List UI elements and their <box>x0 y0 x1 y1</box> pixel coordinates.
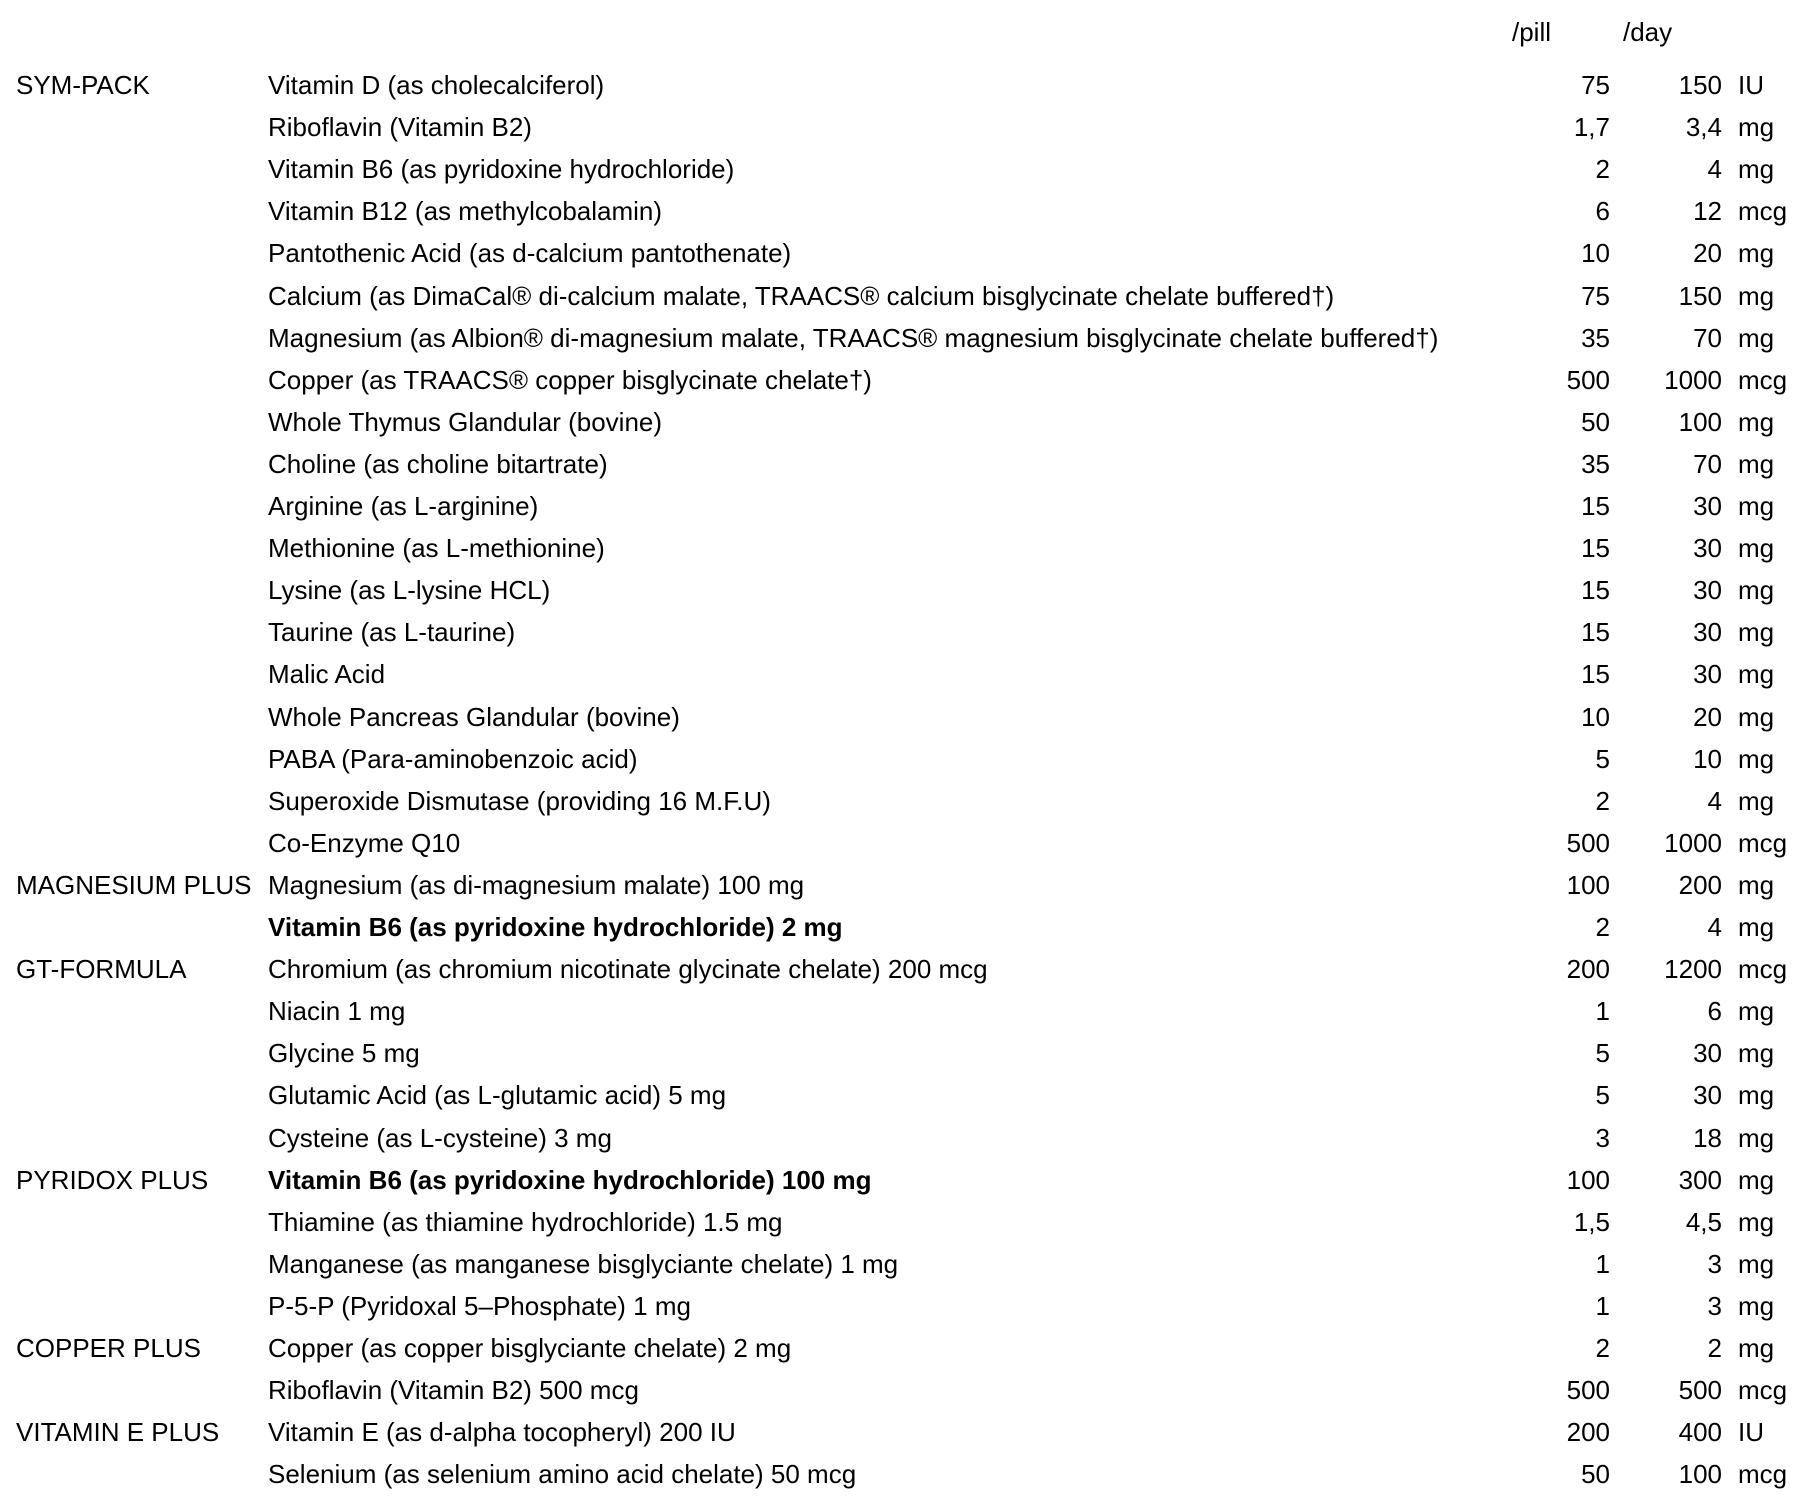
unit: mg <box>1738 112 1775 143</box>
product-name: SYM-PACK <box>16 70 150 100</box>
unit: mcg <box>1738 196 1788 227</box>
table-row <box>0 359 1796 401</box>
product-name <box>16 696 266 738</box>
unit: mg <box>1738 743 1775 774</box>
per-day-amount: 4,5 <box>1685 1206 1722 1237</box>
ingredient-name: Whole Thymus Glandular (bovine) <box>268 406 663 437</box>
table-row <box>0 148 1796 190</box>
unit: mg <box>1738 869 1775 900</box>
unit: mg <box>1738 1206 1775 1237</box>
table-row <box>0 822 1796 864</box>
unit: mg <box>1738 701 1775 732</box>
table-row <box>0 485 1796 527</box>
ingredient-name: Vitamin B6 (as pyridoxine hydrochloride) <box>268 154 735 185</box>
table-row <box>0 1117 1796 1159</box>
unit: IU <box>1738 1417 1764 1448</box>
per-pill-amount: 2 <box>1595 912 1610 942</box>
per-day-amount: 1200 <box>1664 954 1722 985</box>
table-row <box>0 1327 1796 1369</box>
per-pill-amount: 15 <box>1581 491 1610 521</box>
per-day-amount: 100 <box>1678 1459 1722 1490</box>
per-pill-amount: 1 <box>1595 1248 1610 1279</box>
per-pill-amount: 35 <box>1581 448 1610 479</box>
unit: mg <box>1738 1038 1775 1069</box>
unit: mg <box>1738 575 1775 606</box>
unit: mg <box>1738 322 1775 353</box>
table-row <box>0 317 1796 359</box>
unit: mg <box>1738 448 1775 479</box>
per-pill-amount: 75 <box>1581 70 1610 100</box>
product-name <box>16 527 266 569</box>
table-row <box>0 1201 1796 1243</box>
unit: mg <box>1738 280 1775 311</box>
ingredient-name: Manganese (as manganese bisglyciante chelate) 1 mg <box>268 1248 899 1279</box>
per-pill-amount: 100 <box>1566 869 1610 900</box>
per-pill-amount: 500 <box>1566 827 1610 858</box>
table-row <box>0 696 1796 738</box>
per-day-amount: 3 <box>1707 1248 1722 1279</box>
per-pill-header: /pill <box>1512 17 1552 47</box>
per-day-amount: 4 <box>1707 785 1722 816</box>
per-pill-amount: 200 <box>1566 1417 1610 1448</box>
per-pill-amount: 50 <box>1581 406 1610 437</box>
ingredient-name: Magnesium (as di-magnesium malate) 100 mg <box>268 869 805 900</box>
ingredient-name: Chromium (as chromium nicotinate glycinate chelate) 200 mcg <box>268 954 988 985</box>
table-row <box>0 1074 1796 1116</box>
table-row <box>0 1159 1796 1201</box>
product-name <box>16 359 266 401</box>
product-name <box>16 1453 266 1495</box>
per-day-amount: 1000 <box>1664 827 1722 858</box>
unit: mg <box>1738 1290 1775 1321</box>
product-name <box>16 780 266 822</box>
table-row <box>0 948 1796 990</box>
per-pill-amount: 2 <box>1595 785 1610 816</box>
unit: mg <box>1738 238 1775 269</box>
unit: mcg <box>1738 1375 1788 1406</box>
per-day-amount: 30 <box>1693 659 1722 690</box>
table-row <box>0 864 1796 906</box>
per-day-amount: 18 <box>1693 1122 1722 1153</box>
product-name <box>16 738 266 780</box>
ingredient-name: Vitamin B6 (as pyridoxine hydrochloride) 2 mg <box>268 912 843 942</box>
product-name <box>16 1369 266 1411</box>
table-row <box>0 569 1796 611</box>
product-name <box>16 569 266 611</box>
per-pill-amount: 200 <box>1566 954 1610 985</box>
per-pill-amount: 15 <box>1581 659 1610 690</box>
ingredient-name: Thiamine (as thiamine hydrochloride) 1.5 mg <box>268 1206 783 1237</box>
per-day-amount: 30 <box>1693 1038 1722 1069</box>
per-pill-amount: 2 <box>1595 1333 1610 1363</box>
per-day-amount: 30 <box>1693 1080 1722 1111</box>
product-name <box>16 1201 266 1243</box>
per-day-amount: 20 <box>1693 701 1722 732</box>
per-day-amount: 6 <box>1707 996 1722 1027</box>
table-row <box>0 738 1796 780</box>
unit: mg <box>1738 912 1775 942</box>
ingredient-name: Vitamin B12 (as methylcobalamin) <box>268 196 663 227</box>
ingredient-name: Riboflavin (Vitamin B2) <box>268 112 532 143</box>
per-day-amount: 30 <box>1693 575 1722 606</box>
product-name <box>16 232 266 274</box>
unit: mg <box>1738 996 1775 1027</box>
per-pill-amount: 75 <box>1581 280 1610 311</box>
product-name <box>16 1074 266 1116</box>
ingredient-name: PABA (Para-aminobenzoic acid) <box>268 743 638 774</box>
unit: mg <box>1738 406 1775 437</box>
table-row <box>0 1032 1796 1074</box>
per-pill-amount: 1,5 <box>1573 1206 1610 1237</box>
product-name <box>16 1117 266 1159</box>
unit: mg <box>1738 1122 1775 1153</box>
ingredient-name: Cysteine (as L-cysteine) 3 mg <box>268 1122 612 1153</box>
product-name <box>16 906 266 948</box>
unit: mg <box>1738 491 1775 521</box>
ingredient-name: Copper (as copper bisglyciante chelate) 2 mg <box>268 1333 792 1363</box>
product-name <box>16 1032 266 1074</box>
per-day-amount: 30 <box>1693 533 1722 564</box>
per-pill-amount: 1 <box>1595 1290 1610 1321</box>
product-name: GT-FORMULA <box>16 954 187 985</box>
product-name <box>16 485 266 527</box>
ingredient-name: Whole Pancreas Glandular (bovine) <box>268 701 680 732</box>
table-row <box>0 780 1796 822</box>
ingredient-name: Methionine (as L-methionine) <box>268 533 605 564</box>
product-name <box>16 275 266 317</box>
per-day-amount: 200 <box>1678 869 1722 900</box>
unit: mcg <box>1738 1459 1788 1490</box>
ingredient-name: Superoxide Dismutase (providing 16 M.F.U) <box>268 785 771 816</box>
table-row <box>0 401 1796 443</box>
per-pill-amount: 2 <box>1595 154 1610 185</box>
ingredient-name: Choline (as choline bitartrate) <box>268 448 608 479</box>
table-row <box>0 653 1796 695</box>
product-name <box>16 822 266 864</box>
per-day-amount: 400 <box>1678 1417 1722 1448</box>
table-row <box>0 906 1796 948</box>
per-pill-amount: 15 <box>1581 575 1610 606</box>
unit: mg <box>1738 1164 1775 1195</box>
per-day-amount: 70 <box>1693 448 1722 479</box>
ingredient-name: Vitamin B6 (as pyridoxine hydrochloride) 100 mg <box>268 1164 872 1195</box>
per-day-header: /day <box>1623 17 1673 47</box>
per-day-amount: 30 <box>1693 491 1722 521</box>
product-name <box>16 990 266 1032</box>
per-day-amount: 20 <box>1693 238 1722 269</box>
per-day-amount: 3 <box>1707 1290 1722 1321</box>
unit: mg <box>1738 785 1775 816</box>
product-name: VITAMIN E PLUS <box>16 1417 220 1448</box>
unit: mg <box>1738 659 1775 690</box>
per-day-amount: 10 <box>1693 743 1722 774</box>
per-pill-amount: 50 <box>1581 1459 1610 1490</box>
product-name <box>16 148 266 190</box>
table-row <box>0 611 1796 653</box>
per-pill-amount: 15 <box>1581 617 1610 648</box>
table-row <box>0 1411 1796 1453</box>
product-name <box>16 443 266 485</box>
ingredient-name: Co-Enzyme Q10 <box>268 827 461 858</box>
ingredient-name: P-5-P (Pyridoxal 5–Phosphate) 1 mg <box>268 1290 691 1321</box>
per-day-amount: 150 <box>1678 70 1722 100</box>
table-row <box>0 443 1796 485</box>
table-row <box>0 990 1796 1032</box>
per-pill-amount: 5 <box>1595 1038 1610 1069</box>
table-row <box>0 64 1796 106</box>
per-pill-amount: 3 <box>1595 1122 1610 1153</box>
unit: mcg <box>1738 827 1788 858</box>
per-day-amount: 70 <box>1693 322 1722 353</box>
table-row <box>0 1369 1796 1411</box>
ingredient-name: Taurine (as L-taurine) <box>268 617 516 648</box>
per-day-amount: 150 <box>1678 280 1722 311</box>
table-row <box>0 106 1796 148</box>
unit: mcg <box>1738 364 1788 395</box>
per-pill-amount: 10 <box>1581 701 1610 732</box>
ingredient-name: Selenium (as selenium amino acid chelate) 50 mcg <box>268 1459 857 1490</box>
product-name <box>16 401 266 443</box>
table-row <box>0 1453 1796 1495</box>
table-row <box>0 232 1796 274</box>
unit: mg <box>1738 533 1775 564</box>
ingredient-name: Vitamin D (as cholecalciferol) <box>268 70 605 100</box>
ingredient-name: Malic Acid <box>268 659 386 690</box>
ingredient-name: Riboflavin (Vitamin B2) 500 mcg <box>268 1375 639 1406</box>
per-pill-amount: 10 <box>1581 238 1610 269</box>
unit: IU <box>1738 70 1764 100</box>
per-day-amount: 3,4 <box>1685 112 1722 143</box>
per-pill-amount: 35 <box>1581 322 1610 353</box>
per-day-amount: 12 <box>1693 196 1722 227</box>
table-row <box>0 1243 1796 1285</box>
per-pill-amount: 15 <box>1581 533 1610 564</box>
per-pill-amount: 6 <box>1595 196 1610 227</box>
product-name <box>16 317 266 359</box>
unit: mg <box>1738 154 1775 185</box>
product-name: PYRIDOX PLUS <box>16 1164 209 1195</box>
unit: mg <box>1738 1248 1775 1279</box>
per-day-amount: 100 <box>1678 406 1722 437</box>
product-name <box>16 190 266 232</box>
per-pill-amount: 500 <box>1566 364 1610 395</box>
product-name <box>16 611 266 653</box>
per-day-amount: 500 <box>1678 1375 1722 1406</box>
ingredient-name: Magnesium (as Albion® di-magnesium malate, TRAACS® magnesium bisglycinate chelate buffered†) <box>268 322 1439 353</box>
unit: mg <box>1738 1080 1775 1111</box>
per-pill-amount: 5 <box>1595 1080 1610 1111</box>
per-pill-amount: 1,7 <box>1573 112 1610 143</box>
per-day-amount: 30 <box>1693 617 1722 648</box>
ingredient-name: Pantothenic Acid (as d-calcium pantothenate) <box>268 238 792 269</box>
ingredient-name: Lysine (as L-lysine HCL) <box>268 575 551 606</box>
table-row <box>0 275 1796 317</box>
table-row <box>0 1285 1796 1327</box>
ingredient-name: Glycine 5 mg <box>268 1038 420 1069</box>
ingredient-name: Vitamin E (as d-alpha tocopheryl) 200 IU <box>268 1417 736 1448</box>
ingredient-name: Copper (as TRAACS® copper bisglycinate chelate†) <box>268 364 872 395</box>
per-pill-amount: 100 <box>1566 1164 1610 1195</box>
product-name <box>16 1285 266 1327</box>
product-name <box>16 106 266 148</box>
ingredient-name: Arginine (as L-arginine) <box>268 491 539 521</box>
per-day-amount: 300 <box>1678 1164 1722 1195</box>
product-name <box>16 1243 266 1285</box>
per-pill-amount: 5 <box>1595 743 1610 774</box>
ingredient-name: Niacin 1 mg <box>268 996 406 1027</box>
ingredient-name: Calcium (as DimaCal® di-calcium malate, TRAACS® calcium bisglycinate chelate buffered†) <box>268 280 1335 311</box>
per-day-amount: 4 <box>1707 912 1722 942</box>
unit: mcg <box>1738 954 1788 985</box>
ingredient-name: Glutamic Acid (as L-glutamic acid) 5 mg <box>268 1080 727 1111</box>
per-day-amount: 4 <box>1707 154 1722 185</box>
product-name: MAGNESIUM PLUS <box>16 869 252 900</box>
table-row <box>0 527 1796 569</box>
table-row <box>0 190 1796 232</box>
per-day-amount: 1000 <box>1664 364 1722 395</box>
product-name: COPPER PLUS <box>16 1333 201 1363</box>
product-name <box>16 653 266 695</box>
per-pill-amount: 1 <box>1595 996 1610 1027</box>
per-pill-amount: 500 <box>1566 1375 1610 1406</box>
unit: mg <box>1738 617 1775 648</box>
per-day-amount: 2 <box>1707 1333 1722 1363</box>
unit: mg <box>1738 1333 1775 1363</box>
